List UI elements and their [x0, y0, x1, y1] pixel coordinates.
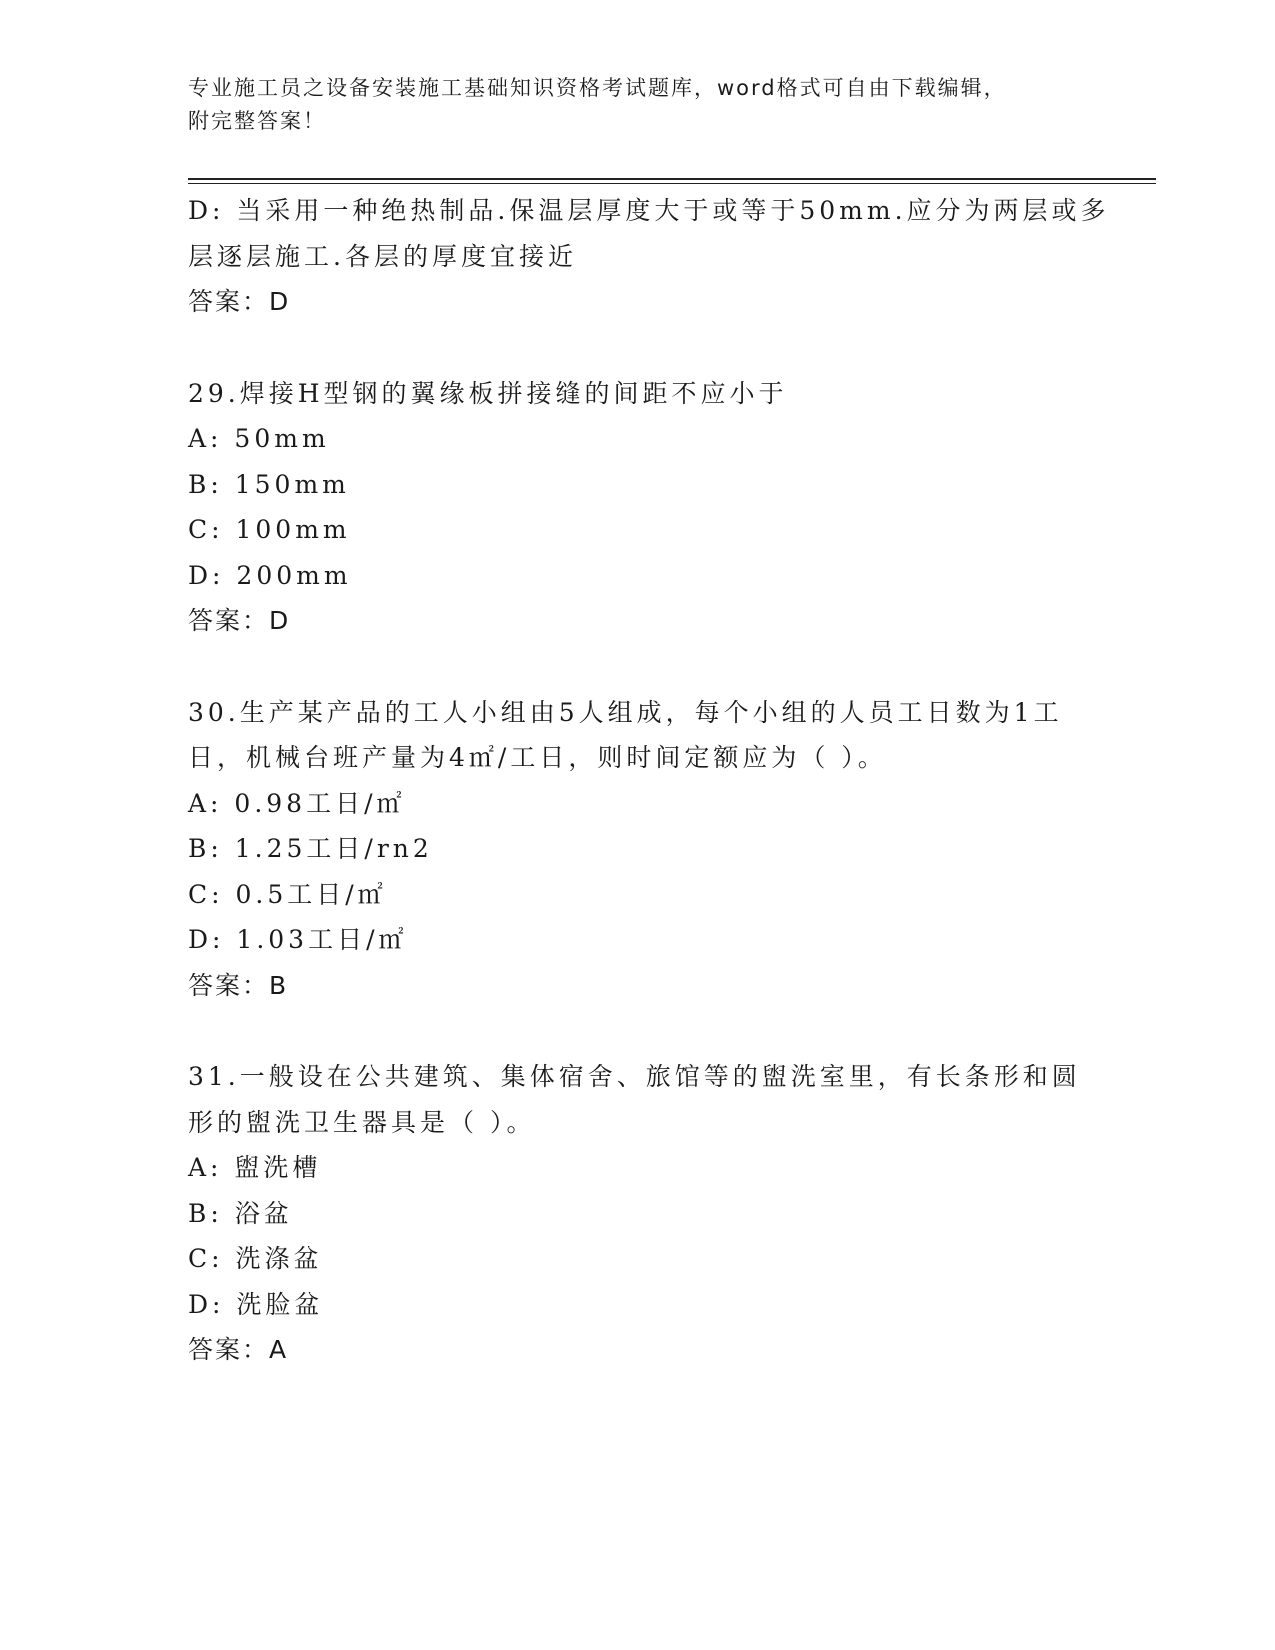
header-divider-thin [188, 183, 1156, 184]
option-b: B: 浴盆 [188, 1198, 293, 1228]
answer-line: 答案：D [188, 287, 291, 316]
question-stem-line-1: 30.生产某产品的工人小组由5人组成，每个小组的人员工日数为1工 [188, 697, 1063, 727]
option-a: A: 50mm [188, 424, 330, 453]
question-30 [188, 690, 1088, 1009]
question-stem-line-1: 31.一般设在公共建筑、集体宿舍、旅馆等的盥洗室里，有长条形和圆 [188, 1062, 1081, 1091]
option-c: C: 100mm [188, 515, 351, 544]
question-stem: 29.焊接H型钢的翼缘板拼接缝的间距不应小于 [188, 378, 788, 408]
answer-line: 答案：B [188, 970, 289, 1000]
question-stem-line-2: 形的盥洗卫生器具是（ ）。 [188, 1107, 536, 1137]
option-a: A: 盥洗槽 [188, 1153, 322, 1182]
question-content [188, 188, 1110, 1373]
option-d: D: 1.03工日/㎡ [188, 925, 408, 954]
question-31 [188, 1054, 1088, 1373]
spacer [188, 644, 1088, 690]
option-d-line-1: D: 当采用一种绝热制品.保温层厚度大于或等于50mm.应分为两层或多 [188, 196, 1110, 225]
spacer [188, 1008, 1088, 1054]
option-a: A: 0.98工日/㎡ [188, 788, 406, 818]
option-d-line-2: 层逐层施工.各层的厚度宜接近 [188, 241, 577, 271]
option-c: C: 洗涤盆 [188, 1244, 323, 1273]
answer-line: 答案：A [188, 1335, 289, 1364]
option-b: B: 1.25工日/rn2 [188, 834, 433, 863]
option-d: D: 200mm [188, 560, 352, 590]
document-header [188, 72, 1088, 138]
header-line-1: 专业施工员之设备安装施工基础知识资格考试题库，word格式可自由下载编辑， [188, 76, 1007, 100]
header-divider-thick [188, 178, 1156, 180]
option-d: D: 洗脸盆 [188, 1289, 324, 1319]
spacer [188, 325, 1088, 371]
question-stem-line-2: 日，机械台班产量为4㎡/工日，则时间定额应为（ ）。 [188, 743, 887, 772]
option-b: B: 150mm [188, 469, 350, 499]
previous-question-tail [188, 188, 1110, 325]
question-29 [188, 371, 1088, 644]
option-c: C: 0.5工日/㎡ [188, 879, 387, 909]
header-line-2: 附完整答案！ [188, 109, 326, 133]
answer-line: 答案：D [188, 606, 291, 635]
